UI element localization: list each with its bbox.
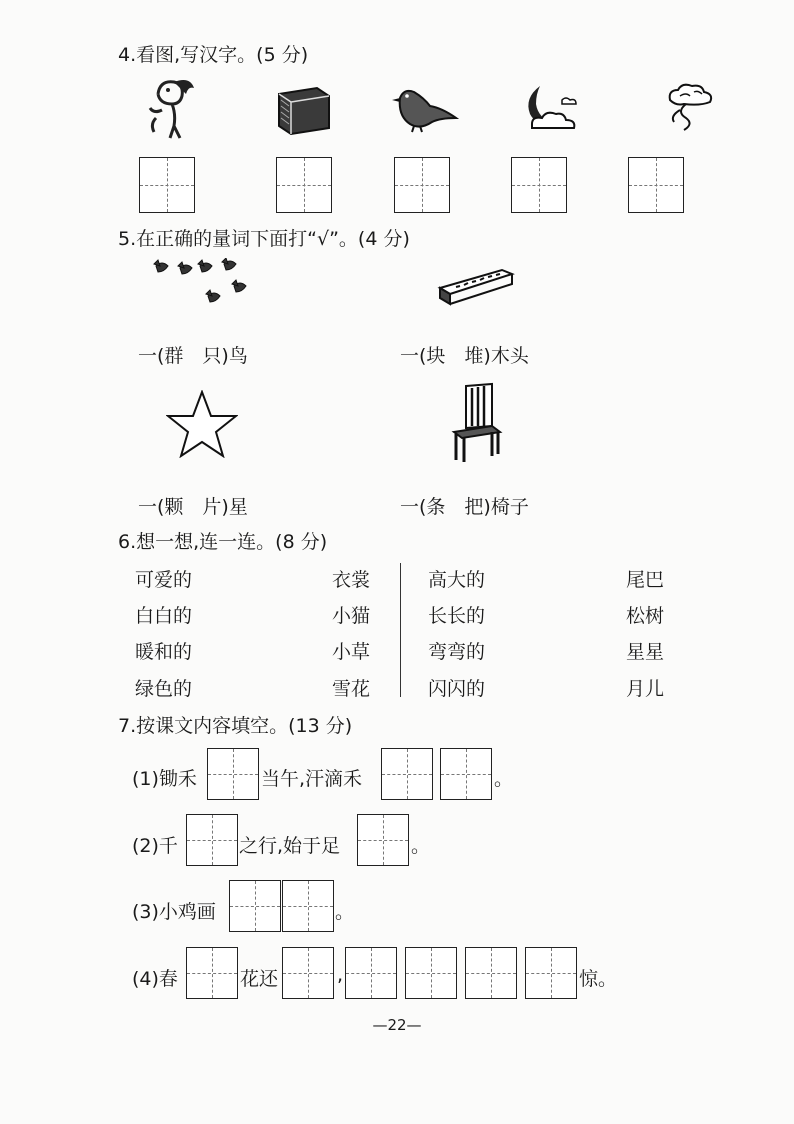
q7-line4-text: 惊。 bbox=[579, 968, 618, 990]
q5-item-wood: 一(块 堆)木头 bbox=[400, 345, 529, 367]
column-divider bbox=[400, 563, 401, 697]
q6-word[interactable]: 雪花 bbox=[332, 678, 371, 700]
answer-box[interactable] bbox=[440, 748, 492, 800]
q6-word[interactable]: 可爱的 bbox=[135, 569, 193, 591]
q6-word[interactable]: 白白的 bbox=[135, 605, 193, 627]
book-icon bbox=[273, 84, 333, 136]
answer-box[interactable] bbox=[465, 947, 517, 999]
answer-box[interactable] bbox=[139, 157, 195, 213]
q7-heading: 7.按课文内容填空。(13 分) bbox=[118, 715, 353, 737]
answer-box[interactable] bbox=[229, 880, 281, 932]
q7-line2-text: 之行,始于足 bbox=[239, 835, 341, 857]
chair-icon bbox=[448, 382, 504, 464]
answer-box[interactable] bbox=[381, 748, 433, 800]
q7-line3-text: (3)小鸡画 bbox=[132, 901, 216, 923]
q6-word[interactable]: 月儿 bbox=[626, 678, 665, 700]
q6-word[interactable]: 松树 bbox=[626, 605, 665, 627]
q6-word[interactable]: 小草 bbox=[332, 641, 371, 663]
answer-box[interactable] bbox=[405, 947, 457, 999]
q7-line4-text: (4)春 bbox=[132, 968, 178, 990]
q5-heading: 5.在正确的量词下面打“√”。(4 分) bbox=[118, 228, 410, 250]
bird-icon bbox=[390, 84, 460, 134]
q7-line3-text: 。 bbox=[335, 901, 355, 923]
q6-word[interactable]: 小猫 bbox=[332, 605, 371, 627]
q7-line1-text: 。 bbox=[494, 768, 514, 790]
answer-box[interactable] bbox=[394, 157, 450, 213]
star-icon bbox=[166, 390, 238, 458]
q6-heading: 6.想一想,连一连。(8 分) bbox=[118, 531, 328, 553]
q7-line1-text: (1)锄禾 bbox=[132, 768, 197, 790]
q5-item-chair: 一(条 把)椅子 bbox=[400, 496, 529, 518]
answer-box[interactable] bbox=[186, 814, 238, 866]
q7-line4-text: 花还 bbox=[240, 968, 279, 990]
q6-word[interactable]: 暖和的 bbox=[135, 641, 193, 663]
wood-block-icon bbox=[436, 266, 516, 308]
q7-line2-text: 。 bbox=[411, 835, 431, 857]
q4-heading: 4.看图,写汉字。(5 分) bbox=[118, 44, 309, 66]
answer-box[interactable] bbox=[276, 157, 332, 213]
pony-icon bbox=[140, 74, 200, 144]
answer-box[interactable] bbox=[357, 814, 409, 866]
answer-box[interactable] bbox=[186, 947, 238, 999]
q7-line4-text: , bbox=[337, 964, 344, 986]
q6-word[interactable]: 绿色的 bbox=[135, 678, 193, 700]
answer-box[interactable] bbox=[511, 157, 567, 213]
answer-box[interactable] bbox=[282, 947, 334, 999]
q6-word[interactable]: 衣裳 bbox=[332, 569, 371, 591]
q6-word[interactable]: 星星 bbox=[626, 641, 665, 663]
moon-cloud-icon bbox=[518, 82, 582, 132]
answer-box[interactable] bbox=[207, 748, 259, 800]
q6-word[interactable]: 弯弯的 bbox=[428, 641, 486, 663]
q5-item-birds: 一(群 只)鸟 bbox=[138, 345, 248, 367]
answer-box[interactable] bbox=[525, 947, 577, 999]
q6-word[interactable]: 闪闪的 bbox=[428, 678, 486, 700]
q5-item-star: 一(颗 片)星 bbox=[138, 496, 248, 518]
answer-box[interactable] bbox=[628, 157, 684, 213]
answer-box[interactable] bbox=[282, 880, 334, 932]
birds-flock-icon bbox=[150, 258, 260, 316]
q7-line2-text: (2)千 bbox=[132, 835, 178, 857]
q7-line1-text: 当午,汗滴禾 bbox=[261, 768, 363, 790]
page-number: —22— bbox=[372, 1016, 422, 1034]
q6-word[interactable]: 高大的 bbox=[428, 569, 486, 591]
q6-word[interactable]: 尾巴 bbox=[626, 569, 665, 591]
cloud-icon bbox=[660, 80, 716, 132]
q6-word[interactable]: 长长的 bbox=[428, 605, 486, 627]
answer-box[interactable] bbox=[345, 947, 397, 999]
